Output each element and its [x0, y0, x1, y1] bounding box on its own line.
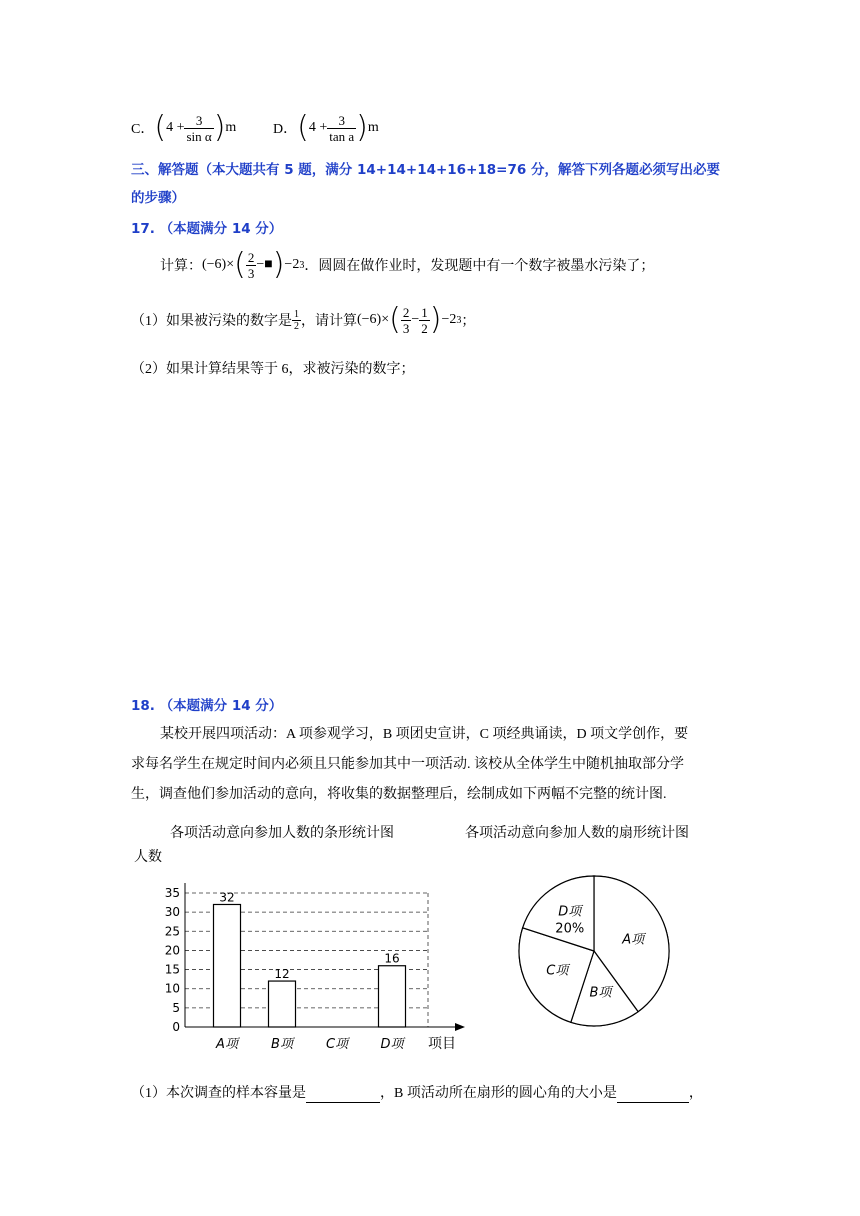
q17-p1-f1-den: 3 [402, 320, 410, 336]
bar-chart-xlabel: 项目 [428, 1036, 456, 1052]
right-paren: ) [213, 110, 226, 145]
data-label: 12 [274, 967, 290, 982]
q18-title: 18. （本题满分 14 分） [131, 698, 283, 714]
option-d [273, 108, 379, 148]
bar-chart-bars [214, 890, 406, 1027]
q17-p1-end: ； [461, 314, 476, 329]
bar-chart [130, 815, 475, 1055]
slice-label: B项 [589, 985, 612, 1001]
option-c-num: 3 [184, 113, 213, 129]
right-paren: ) [356, 110, 368, 145]
q17-p1-neg6: (−6)× [357, 312, 390, 327]
option-d-label: D． [273, 122, 298, 137]
bar-chart-xticks [215, 1037, 406, 1052]
q17-p1-frac1 [401, 305, 412, 336]
q17-p1-half [292, 309, 301, 332]
section3-heading-line2: 的步骤） [131, 190, 185, 206]
option-d-unit: m [367, 120, 379, 135]
x-tick-label: D项 [380, 1037, 404, 1052]
pie-chart [455, 815, 725, 1035]
option-c-whole: 4 + [166, 120, 185, 135]
q17-calc-pow: −2 [284, 257, 300, 272]
q17-p1-f1-num: 2 [402, 304, 410, 320]
left-paren: ( [234, 247, 246, 282]
q17-p1-mid: ，请计算 [301, 314, 357, 329]
pie-chart-title: 各项活动意向参加人数的扇形统计图 [465, 825, 689, 841]
q17-calc-frac-den: 3 [247, 265, 255, 281]
q17-calc-neg6: (−6)× [202, 257, 235, 272]
q17-p1-f2-den: 2 [421, 320, 428, 336]
q17-p1-half-den: 2 [294, 320, 299, 332]
y-tick-label: 25 [164, 924, 180, 939]
option-d-fraction [327, 113, 356, 144]
q17-p1-pow: −2 [441, 312, 457, 327]
left-paren: ( [154, 110, 167, 145]
q18-q1-end: ， [688, 1086, 703, 1101]
x-tick-label: C项 [325, 1037, 349, 1052]
option-d-den: tan a [329, 128, 355, 144]
q17-calc-suffix: ．圆圆在做作业时，发现题中有一个数字被墨水污染了； [304, 259, 655, 274]
q17-part1 [131, 300, 475, 340]
q17-calc-fraction [246, 250, 257, 281]
q18-q1-prefix: （1）本次调查的样本容量是 [131, 1086, 306, 1101]
slice-label: A项 [622, 932, 645, 948]
bar-chart-yticks [165, 886, 180, 1034]
bar-chart-title: 各项活动意向参加人数的条形统计图 [170, 825, 394, 841]
q18-para-line2: 求每名学生在规定时间内必须且只能参加其中一项活动. 该校从全体学生中随机抽取部分学 [131, 757, 684, 772]
y-tick-label: 20 [164, 943, 180, 958]
y-tick-label: 30 [164, 905, 180, 920]
slice-label: D项 [558, 904, 582, 920]
right-paren: ) [429, 302, 442, 337]
q17-p1-prefix: （1）如果被污染的数字是 [131, 314, 292, 329]
option-c-fraction [184, 113, 213, 144]
answer-blank-sample-size[interactable] [306, 1086, 380, 1103]
bar [379, 966, 406, 1027]
x-tick-label: A项 [216, 1037, 238, 1052]
option-d-num: 3 [327, 113, 356, 129]
y-tick-label: 15 [164, 962, 180, 977]
bar [214, 904, 241, 1027]
answer-blank-angle[interactable] [617, 1086, 689, 1103]
option-c [131, 108, 236, 148]
option-c-den: sin α [186, 128, 212, 144]
q17-p1-f2-num: 1 [421, 304, 428, 320]
option-c-unit: m [225, 120, 237, 135]
q18-para-line1: 某校开展四项活动：A 项参观学习，B 项团史宣讲，C 项经典诵读，D 项文学创作，要 [160, 727, 689, 742]
q17-title: 17. （本题满分 14 分） [131, 221, 283, 237]
q17-p1-half-num: 1 [294, 308, 299, 320]
q18-q1-mid: ，B 项活动所在扇形的圆心角的大小是 [380, 1086, 617, 1101]
q18-part1 [131, 1082, 703, 1103]
q17-p1-minus: − [411, 312, 420, 327]
left-paren: ( [389, 302, 401, 337]
bar-chart-ylabel: 人数 [134, 849, 162, 865]
q17-calc-frac-num: 2 [247, 249, 255, 265]
option-d-whole: 4 + [308, 120, 328, 135]
slice-percent-label: 20% [555, 921, 585, 937]
y-tick-label: 10 [164, 981, 180, 996]
y-tick-label: 5 [172, 1000, 180, 1015]
right-paren: ) [272, 247, 285, 282]
q18-para-line3: 生，调查他们参加活动的意向，将收集的数据整理后，绘制成如下两幅不完整的统计图. [131, 787, 667, 802]
q17-calc-prefix: 计算： [160, 259, 202, 274]
bar [269, 981, 296, 1027]
q17-ink-blot: −■ [256, 257, 273, 272]
option-c-label: C． [131, 122, 155, 137]
left-paren: ( [297, 110, 309, 145]
q17-p1-exp: 3 [456, 314, 462, 326]
y-tick-label: 0 [172, 1020, 180, 1034]
q17-p1-frac2 [419, 305, 430, 336]
data-label: 32 [219, 890, 235, 905]
section3-heading-line1: 三、解答题（本大题共有 5 题，满分 14+14+14+16+18=76 分，解答下列各题必须写出必要 [131, 162, 720, 178]
data-label: 16 [384, 951, 400, 966]
q17-part2: （2）如果计算结果等于 6，求被污染的数字； [131, 362, 415, 377]
q17-calc [160, 245, 654, 285]
slice-label: C项 [546, 963, 569, 979]
pie-chart-slices [519, 876, 669, 1026]
q17-calc-exp: 3 [299, 259, 305, 271]
y-tick-label: 35 [164, 886, 180, 900]
x-tick-label: B项 [271, 1037, 293, 1052]
